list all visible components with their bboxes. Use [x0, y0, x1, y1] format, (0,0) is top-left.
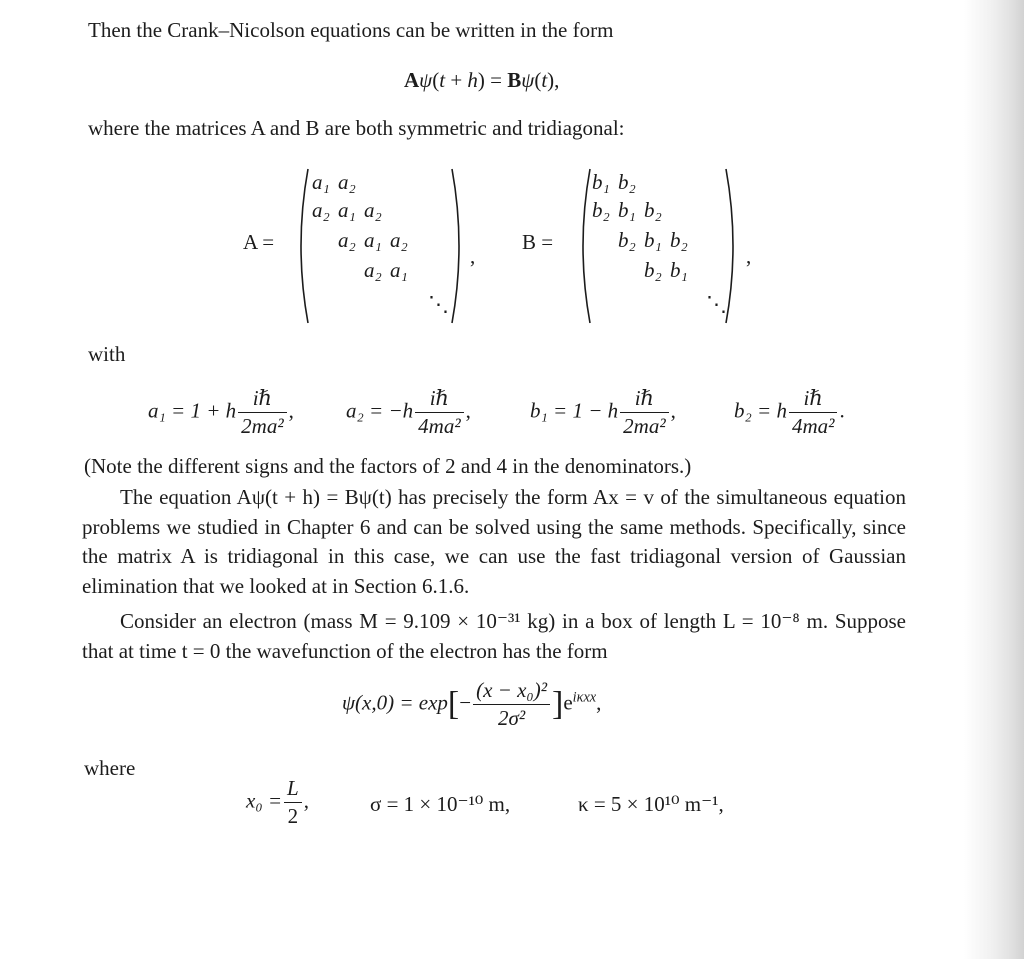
matrix-a-label: A =	[243, 230, 275, 254]
main-equation: Aψ(t + h) = Bψ(t),	[404, 68, 560, 92]
matrix-b-cell: b₂	[644, 258, 662, 282]
matrix-a-cell: a₂	[390, 228, 408, 252]
paragraph-electron: Consider an electron (mass M = 9.109 × 10⁻³¹ kg) in a box of length L = 10⁻⁸ m. Suppose that at time t = 0 the wavefunction of the electron has the form	[82, 609, 906, 663]
wavefunction-equation: ψ(x,0) = exp[− $\frac{\text{(x − x₀)²}}{\text{2σ²}}$ ]$e^{i\kappa xx}$,	[342, 678, 602, 730]
param-sigma: σ = 1 × 10⁻¹⁰ m,	[370, 792, 511, 816]
intro-text: Then the Crank–Nicolson equations can be written in the form	[88, 18, 614, 42]
matrix-b-cell: b₂	[670, 228, 688, 252]
matrix-b-cell: b₂	[618, 170, 636, 194]
matrix-b-cell: b₂	[644, 198, 662, 222]
matrix-a-cell: a₂	[364, 198, 382, 222]
matrix-a-cell: a₂	[364, 258, 382, 282]
matrix-a-cell: a₂	[338, 170, 356, 194]
matrix-a-dots: ⋱	[428, 292, 449, 316]
matrix-b-comma: ,	[746, 244, 752, 268]
matrix-a-cell: a₂	[338, 228, 356, 252]
matrix-a-cell: a₁	[338, 198, 356, 222]
coeff-b2: b₂ = h $\frac{\text{iℏ}}{\text{4ma²}}$ .	[734, 386, 845, 438]
page-edge-shadow	[964, 0, 1024, 959]
matrix-b-left-paren	[574, 166, 594, 326]
matrix-b-label: B =	[522, 230, 554, 254]
matrix-a-comma: ,	[470, 244, 476, 268]
with-text: with	[88, 342, 126, 366]
coeff-a2: a₂ = −h $\frac{\text{iℏ}}{\text{4ma²}}$ ,	[346, 386, 471, 438]
matrix-a-cell: a₁	[390, 258, 408, 282]
matrices-text: where the matrices A and B are both symmetric and tridiagonal:	[88, 116, 625, 140]
param-x0: x₀ = $\frac{L}{2}$ ,	[246, 776, 309, 828]
matrix-a-cell: a₂	[312, 198, 330, 222]
matrix-a-cell: a₁	[312, 170, 330, 194]
coeff-b1: b₁ = 1 − h $\frac{\text{iℏ}}{\text{2ma²}}$ ,	[530, 386, 676, 438]
paragraph-tridiagonal: The equation Aψ(t + h) = Bψ(t) has precisely the form Ax = v of the simultaneous equation problems we studied in Chapter 6 and can be solved using the same methods. Specifically, since the matrix A is tridiagonal in this case, we can use the fast tridiagonal version of Gaussian elimination that we looked at in Section 6.1.6.	[82, 485, 906, 598]
matrix-b-cell: b₂	[592, 198, 610, 222]
matrix-a-right-paren	[448, 166, 468, 326]
matrix-b-cell: b₁	[592, 170, 610, 194]
param-kappa: κ = 5 × 10¹⁰ m⁻¹,	[578, 792, 724, 816]
matrix-b-cell: b₁	[644, 228, 662, 252]
where-text: where	[84, 756, 136, 780]
matrix-a-left-paren	[292, 166, 312, 326]
matrix-b-dots: ⋱	[706, 292, 727, 316]
matrix-a-cell: a₁	[364, 228, 382, 252]
note-text: (Note the different signs and the factors of 2 and 4 in the denominators.)	[84, 454, 692, 478]
coeff-a1: a₁ = 1 + h $\frac{\text{iℏ}}{\text{2ma²}}$ ,	[148, 386, 294, 438]
matrix-b-cell: b₁	[618, 198, 636, 222]
matrix-b-cell: b₁	[670, 258, 688, 282]
matrix-b-cell: b₂	[618, 228, 636, 252]
